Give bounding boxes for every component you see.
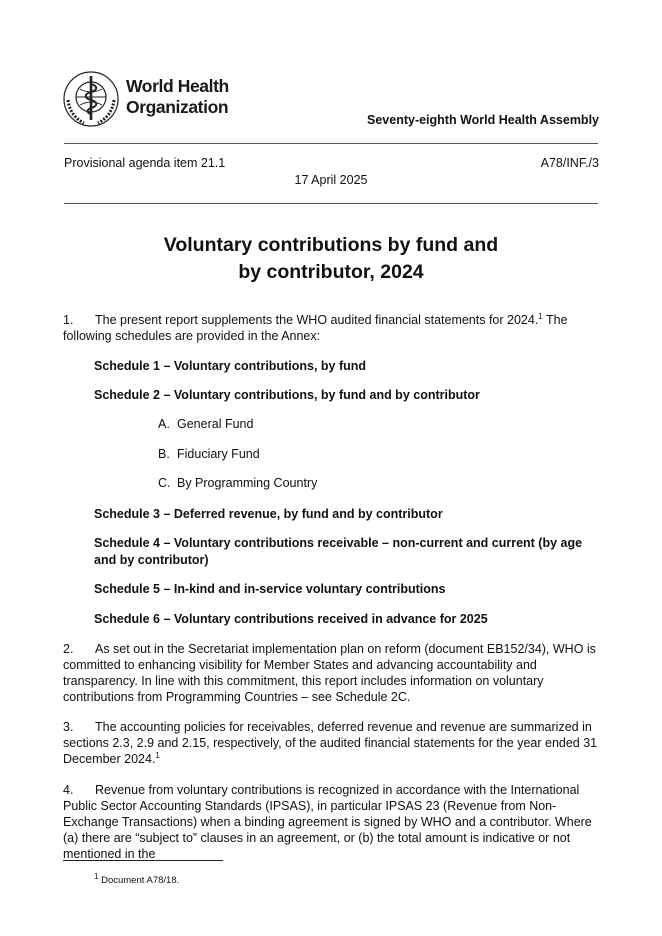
item-label: By Programming Country xyxy=(177,476,318,490)
schedule-4: Schedule 4 – Voluntary contributions receivable – non-current and current (by age and by contributor) xyxy=(94,536,583,567)
item-letter: A. xyxy=(158,417,170,431)
schedule-2-item xyxy=(158,447,260,461)
paragraph-number: 3. xyxy=(63,720,74,734)
schedule-2-item xyxy=(158,476,317,490)
schedule-3: Schedule 3 – Deferred revenue, by fund and by contributor xyxy=(94,507,443,521)
logo-line-2: Organization xyxy=(126,97,229,117)
who-logo xyxy=(62,70,237,128)
paragraph-text: Revenue from voluntary contributions is recognized in accordance with the International Public Sector Accounting Standards (IPSAS), in particular IPSAS 23 (Revenue from Non-Exchange Transactions) when a binding agreement is signed by WHO and a contributor. Where (a) there are “subject to” clauses in an agreement, or (b) the total amount is indicative or not mentioned in the xyxy=(63,783,592,861)
paragraph-text: The accounting policies for receivables, deferred revenue and revenue are summarized in sections 2.3, 2.9 and 2.15, respectively, of the audited financial statements for the year ended 31 December 2024. xyxy=(63,720,598,766)
schedule-1: Schedule 1 – Voluntary contributions, by fund xyxy=(94,359,367,373)
footnote-ref: 1 xyxy=(155,750,160,760)
schedule-6: Schedule 6 – Voluntary contributions received in advance for 2025 xyxy=(94,612,488,626)
logo-line-1: World Health xyxy=(126,76,229,96)
paragraph-3 xyxy=(63,719,600,767)
schedule-2: Schedule 2 – Voluntary contributions, by fund and by contributor xyxy=(94,388,480,402)
paragraph-text: The present report supplements the WHO audited financial statements for 2024. xyxy=(95,313,539,327)
footnote xyxy=(94,871,180,886)
item-label: Fiduciary Fund xyxy=(177,447,260,461)
who-emblem-icon xyxy=(62,70,120,128)
paragraph-1 xyxy=(63,312,600,344)
title-line-2: by contributor, 2024 xyxy=(238,261,424,283)
document-title xyxy=(0,232,662,286)
footnote-marker: 1 xyxy=(94,871,99,881)
document-date: 17 April 2025 xyxy=(294,173,368,187)
header-divider-bottom xyxy=(64,203,598,204)
paragraph-number: 4. xyxy=(63,783,74,797)
document-number: A78/INF./3 xyxy=(540,156,599,170)
item-letter: C. xyxy=(158,476,171,490)
schedule-5: Schedule 5 – In-kind and in-service voluntary contributions xyxy=(94,582,446,596)
paragraph-text-cont: The following schedules are provided in the Annex: xyxy=(63,313,568,343)
paragraph-number: 2. xyxy=(63,642,74,656)
item-letter: B. xyxy=(158,447,170,461)
title-line-1: Voluntary contributions by fund and xyxy=(163,234,499,256)
paragraph-text: As set out in the Secretariat implementation plan on reform (document EB152/34), WHO is committed to enhancing visibility for Member States and advancing accountability and transparency. In line with this commitment, this report includes information on voluntary contributions from Programming Countries – see Schedule 2C. xyxy=(63,642,596,704)
paragraph-2 xyxy=(63,641,600,705)
footnote-divider xyxy=(63,860,223,861)
paragraph-4 xyxy=(63,782,600,862)
schedule-2-item xyxy=(158,417,253,431)
paragraph-number: 1. xyxy=(63,313,74,327)
footnote-text: Document A78/18. xyxy=(98,875,180,886)
agenda-item: Provisional agenda item 21.1 xyxy=(64,156,226,170)
item-label: General Fund xyxy=(177,417,254,431)
footnote-ref: 1 xyxy=(538,311,543,321)
header-divider-top xyxy=(64,143,598,144)
assembly-name: Seventy-eighth World Health Assembly xyxy=(367,113,599,127)
